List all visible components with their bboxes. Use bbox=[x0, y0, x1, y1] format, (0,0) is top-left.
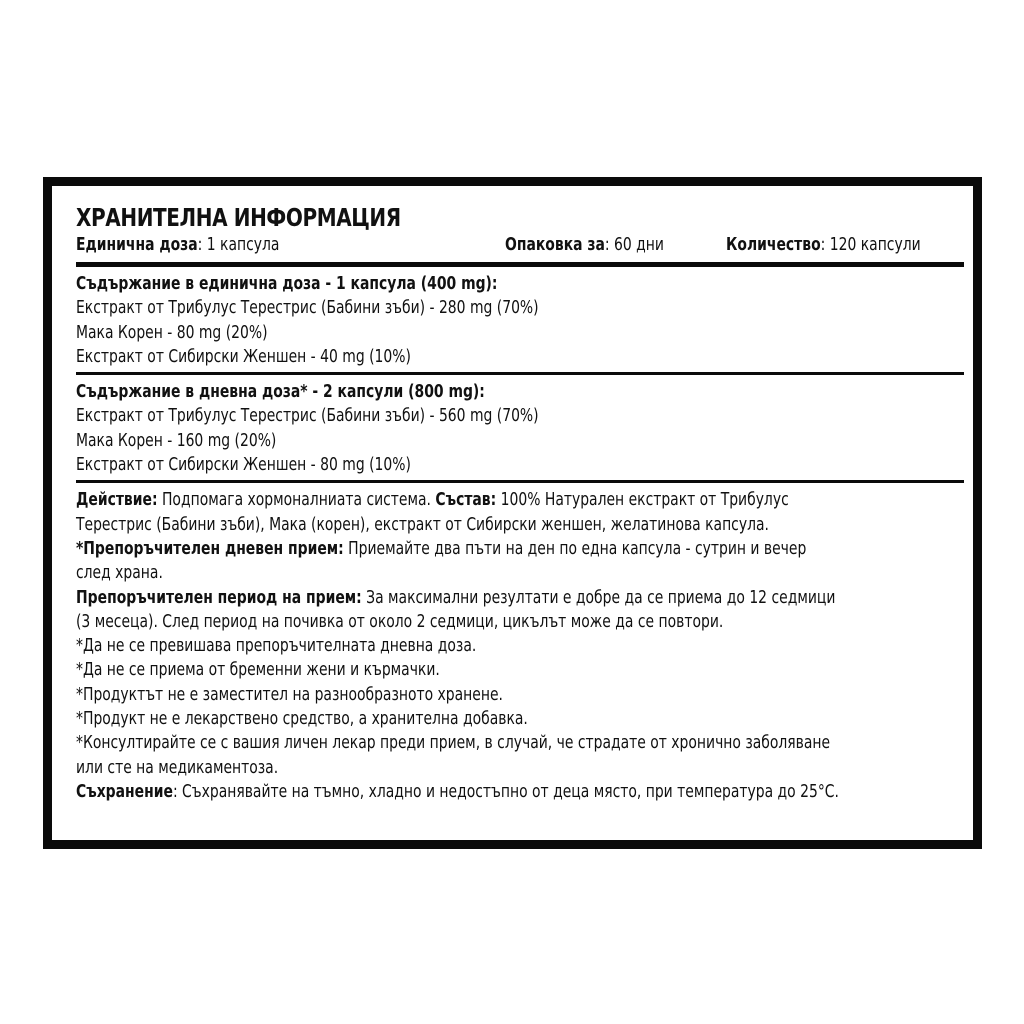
warning-line: или сте на медикаментоза. bbox=[76, 756, 279, 778]
label-title: ХРАНИТЕЛНА ИНФОРМАЦИЯ bbox=[76, 203, 401, 232]
period-label: Препоръчителен период на прием: bbox=[76, 586, 362, 608]
details-section bbox=[76, 488, 944, 804]
daily-intake-text-cont: след храна. bbox=[76, 562, 163, 584]
action-label: Действие: bbox=[76, 489, 158, 511]
daily-intake-label: *Препоръчителен дневен прием: bbox=[76, 537, 344, 559]
storage-text: : Съхранявайте на тъмно, хладно и недостъпно от деца място, при температура до 25°C. bbox=[172, 780, 839, 802]
single-dose-heading: Съдържание в единична доза - 1 капсула (400 mg): bbox=[76, 273, 498, 294]
storage-label: Съхранение bbox=[76, 780, 173, 802]
daily-dose-section bbox=[76, 380, 944, 477]
quantity-value: : 120 капсули bbox=[820, 234, 921, 255]
single-dose-item: Екстракт от Сибирски Женшен - 40 mg (10%) bbox=[76, 345, 411, 367]
action-text: Подпомага хормоналниата система. bbox=[157, 489, 436, 511]
storage-line bbox=[76, 780, 839, 804]
nutrition-label bbox=[43, 177, 982, 849]
meta-row bbox=[76, 233, 944, 259]
period-text-cont: (3 месеца). След период на почивка от около 2 седмици, цикълът може да се повтори. bbox=[76, 610, 724, 632]
daily-intake-text: Приемайте два пъти на ден по една капсула - сутрин и вечер bbox=[343, 537, 807, 559]
daily-dose-item: Мака Корен - 160 mg (20%) bbox=[76, 429, 277, 451]
single-dose-item: Мака Корен - 80 mg (20%) bbox=[76, 321, 268, 343]
daily-dose-item: Екстракт от Трибулус Терестрис (Бабини зъби) - 560 mg (70%) bbox=[76, 405, 539, 427]
period-line bbox=[76, 586, 836, 610]
divider bbox=[76, 262, 964, 267]
daily-dose-item: Екстракт от Сибирски Женшен - 80 mg (10%) bbox=[76, 454, 411, 476]
package-duration-value: : 60 дни bbox=[604, 234, 664, 255]
serving-size-label: Единична доза bbox=[76, 234, 198, 255]
warning-line: *Продукт не е лекарствено средство, а хранителна добавка. bbox=[76, 708, 528, 730]
composition-text-cont: Терестрис (Бабини зъби), Мака (корен), екстракт от Сибирски женшен, желатинова капсула. bbox=[76, 513, 769, 535]
single-dose-section bbox=[76, 272, 944, 369]
daily-dose-heading: Съдържание в дневна доза* - 2 капсули (800 mg): bbox=[76, 381, 485, 403]
composition-text: 100% Натурален екстракт от Трибулус bbox=[496, 489, 789, 511]
divider bbox=[76, 480, 964, 483]
warning-line: *Да не се приема от бременни жени и кърмачки. bbox=[76, 659, 440, 681]
daily-intake-line bbox=[76, 537, 822, 561]
quantity-label: Количество bbox=[726, 234, 821, 255]
serving-size-value: : 1 капсула bbox=[197, 234, 280, 255]
quantity bbox=[726, 233, 921, 257]
label-content bbox=[76, 201, 944, 804]
package-duration-label: Опаковка за bbox=[505, 234, 605, 255]
warning-line: *Консултирайте се с вашия личен лекар преди прием, в случай, че страдате от хронично заболяване bbox=[76, 732, 831, 754]
warning-line: *Продуктът не е заместител на разнообразното хранене. bbox=[76, 683, 503, 705]
period-text: За максимални резултати е добре да се приема до 12 седмици bbox=[361, 586, 836, 608]
composition-label: Състав: bbox=[435, 489, 497, 511]
warning-line: *Да не се превишава препоръчителната дневна доза. bbox=[76, 635, 477, 657]
serving-size bbox=[76, 233, 279, 257]
action-composition-line bbox=[76, 488, 822, 512]
package-duration bbox=[505, 233, 664, 257]
single-dose-item: Екстракт от Трибулус Терестрис (Бабини зъби) - 280 mg (70%) bbox=[76, 297, 539, 319]
divider bbox=[76, 372, 964, 375]
